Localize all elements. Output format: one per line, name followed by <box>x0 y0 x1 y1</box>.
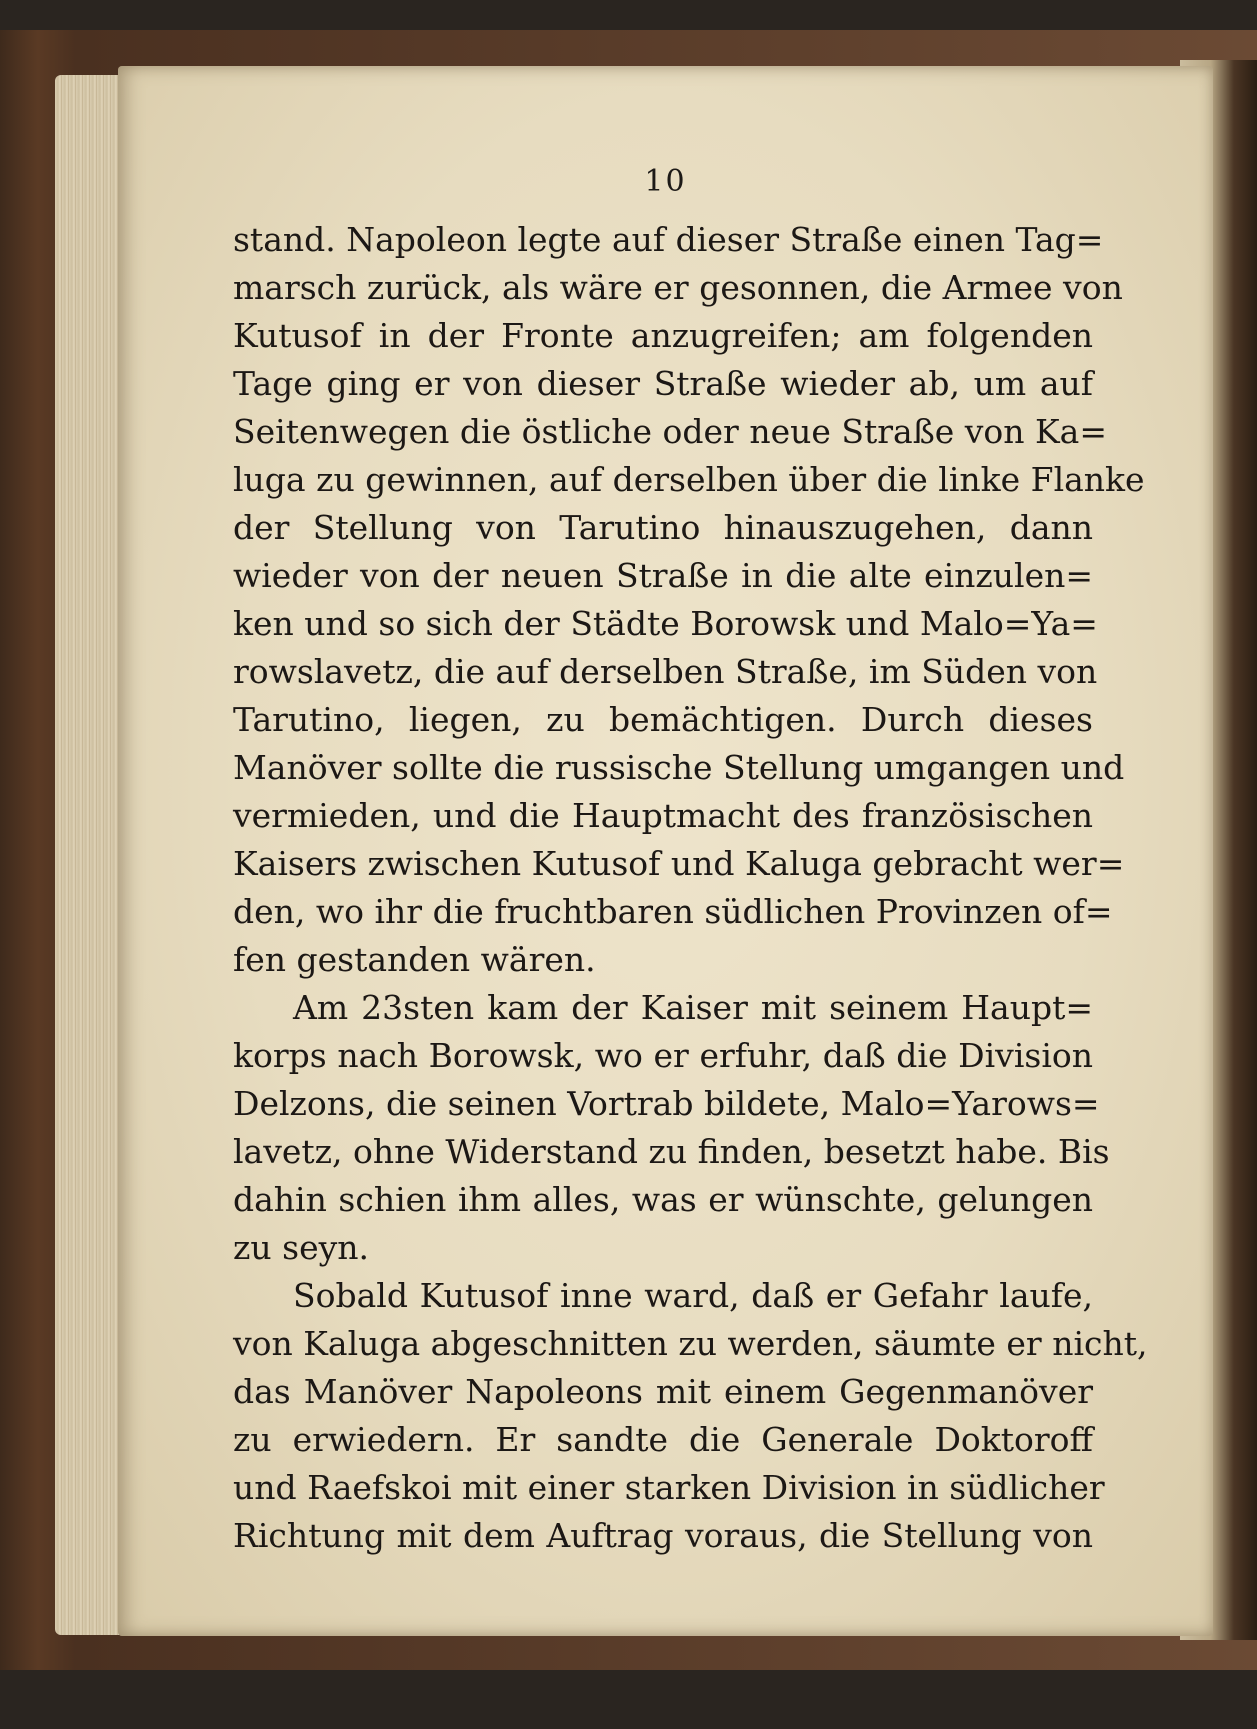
text-line: korps nach Borowsk, wo er erfuhr, daß die Division <box>233 1036 1093 1075</box>
text-line: den, wo ihr die fruchtbaren südlichen Provinzen of= <box>233 892 1113 931</box>
text-line: Am 23sten kam der Kaiser mit seinem Haupt= <box>293 988 1093 1027</box>
text-line: zu erwiedern. Er sandte die Generale Doktoroff <box>233 1420 1093 1459</box>
text-line: das Manöver Napoleons mit einem Gegenmanöver <box>233 1372 1093 1411</box>
text-line: stand. Napoleon legte auf dieser Straße einen Tag= <box>233 220 1104 259</box>
text-line: zu seyn. <box>233 1228 369 1267</box>
text-line: und Raefskoi mit einer starken Division in südlicher <box>233 1468 1105 1507</box>
page-stack-edge <box>55 75 125 1635</box>
text-line: luga zu gewinnen, auf derselben über die linke Flanke <box>233 460 1145 499</box>
text-line: vermieden, und die Hauptmacht des französischen <box>233 796 1093 835</box>
body-text <box>233 216 1148 1560</box>
text-line: Seitenwegen die östliche oder neue Straße von Ka= <box>233 412 1107 451</box>
text-line: ken und so sich der Städte Borowsk und Malo=Ya= <box>233 604 1098 643</box>
text-line: Delzons, die seinen Vortrab bildete, Malo=Yarows= <box>233 1084 1100 1123</box>
text-line: lavetz, ohne Widerstand zu finden, besetzt habe. Bis <box>233 1132 1110 1171</box>
text-line: Tarutino, liegen, zu bemächtigen. Durch dieses <box>233 700 1093 739</box>
text-line: Kaisers zwischen Kutusof und Kaluga gebracht wer= <box>233 844 1125 883</box>
text-line: Tage ging er von dieser Straße wieder ab, um auf <box>233 364 1093 403</box>
text-line: marsch zurück, als wäre er gesonnen, die Armee von <box>233 268 1123 307</box>
text-line: rowslavetz, die auf derselben Straße, im Süden von <box>233 652 1098 691</box>
text-line: wieder von der neuen Straße in die alte einzulen= <box>233 556 1093 595</box>
text-line: von Kaluga abgeschnitten zu werden, säumte er nicht, <box>233 1324 1148 1363</box>
page-number: 10 <box>644 164 687 199</box>
text-line: Kutusof in der Fronte anzugreifen; am folgenden <box>233 316 1093 355</box>
text-line: dahin schien ihm alles, was er wünschte, gelungen <box>233 1180 1093 1219</box>
text-line: Richtung mit dem Auftrag voraus, die Stellung von <box>233 1516 1093 1555</box>
text-line: Manöver sollte die russische Stellung umgangen und <box>233 748 1125 787</box>
book-page <box>118 66 1213 1636</box>
text-line: der Stellung von Tarutino hinauszugehen, dann <box>233 508 1093 547</box>
text-line: Sobald Kutusof inne ward, daß er Gefahr laufe, <box>293 1276 1093 1315</box>
text-line: fen gestanden wären. <box>233 940 596 979</box>
